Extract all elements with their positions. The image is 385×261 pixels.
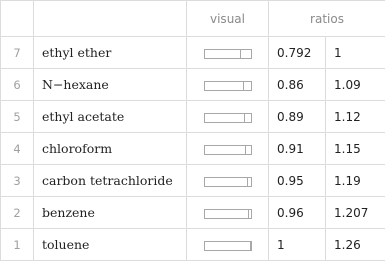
ratio-value-a: 0.792 <box>269 37 326 69</box>
name-header <box>34 1 187 37</box>
row-index: 4 <box>1 133 34 165</box>
substance-name: ethyl acetate <box>34 101 187 133</box>
ratio-value-a: 1 <box>269 229 326 261</box>
ratio-bar <box>204 209 252 219</box>
ratio-value-b: 1.26 <box>326 229 385 261</box>
ratio-visual <box>187 69 269 101</box>
row-index: 5 <box>1 101 34 133</box>
ratio-value-a: 0.96 <box>269 197 326 229</box>
substance-name: chloroform <box>34 133 187 165</box>
row-index: 2 <box>1 197 34 229</box>
substance-name: toluene <box>34 229 187 261</box>
ratio-visual <box>187 133 269 165</box>
ratio-visual <box>187 165 269 197</box>
index-header <box>1 1 34 37</box>
table-row <box>1 133 385 165</box>
ratio-value-a: 0.89 <box>269 101 326 133</box>
ratio-bar-marker <box>243 82 244 90</box>
row-index: 3 <box>1 165 34 197</box>
table-row <box>1 229 385 261</box>
row-index: 1 <box>1 229 34 261</box>
substance-name: benzene <box>34 197 187 229</box>
ratio-value-b: 1.207 <box>326 197 385 229</box>
ratio-bar <box>204 145 252 155</box>
substance-name: carbon tetrachloride <box>34 165 187 197</box>
ratio-bar <box>204 113 252 123</box>
ratio-visual <box>187 37 269 69</box>
ratio-bar-marker <box>248 210 249 218</box>
ratio-bar <box>204 49 252 59</box>
row-index: 6 <box>1 69 34 101</box>
table-row <box>1 197 385 229</box>
ratio-value-b: 1.19 <box>326 165 385 197</box>
ratio-bar <box>204 241 252 251</box>
ratios-header: ratios <box>269 1 385 37</box>
ratio-bar <box>204 177 252 187</box>
ratio-bar-marker <box>245 146 246 154</box>
ratio-bar-marker <box>247 178 248 186</box>
table-row <box>1 37 385 69</box>
ratio-bar <box>204 81 252 91</box>
ratio-value-b: 1.15 <box>326 133 385 165</box>
ratio-visual <box>187 197 269 229</box>
ratio-value-b: 1.12 <box>326 101 385 133</box>
table-row <box>1 165 385 197</box>
ratio-value-b: 1.09 <box>326 69 385 101</box>
visual-header: visual <box>187 1 269 37</box>
ratio-value-a: 0.91 <box>269 133 326 165</box>
table-row <box>1 69 385 101</box>
ratio-visual <box>187 101 269 133</box>
ratio-visual <box>187 229 269 261</box>
ratio-bar-marker <box>240 50 241 58</box>
ratio-bar-marker <box>250 242 251 250</box>
substance-name: ethyl ether <box>34 37 187 69</box>
row-index: 7 <box>1 37 34 69</box>
substance-name: N−hexane <box>34 69 187 101</box>
ratio-value-a: 0.86 <box>269 69 326 101</box>
ratio-bar-marker <box>244 114 245 122</box>
ratio-value-b: 1 <box>326 37 385 69</box>
ratio-value-a: 0.95 <box>269 165 326 197</box>
table-row <box>1 101 385 133</box>
header-row <box>1 1 385 37</box>
